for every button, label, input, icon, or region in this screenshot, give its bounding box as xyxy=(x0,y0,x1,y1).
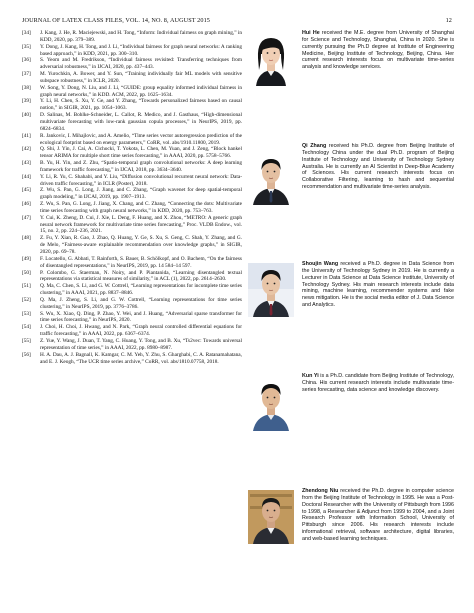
running-header xyxy=(22,17,452,27)
reference-item xyxy=(22,174,242,188)
author-photo xyxy=(248,32,294,86)
reference-item xyxy=(22,146,242,160)
reference-text: Y. Li, R. Yu, C. Shahabi, and Y. Liu, “Diffusion convolutional recurrent neural network: Data-driven traffic forecasting,” in ICLR (Poster), 2018. xyxy=(40,173,242,187)
reference-text: Z. Yue, Y. Wang, J. Duan, T. Yang, C. Huang, Y. Tong, and B. Xu, “Ts2vec: Towards universal representation of time series,” in AAAI, 2022, pp. 8980–8987. xyxy=(40,337,242,351)
reference-list xyxy=(22,30,242,365)
reference-item xyxy=(22,71,242,85)
reference-text: Y. Cui, K. Zheng, D. Cui, J. Xie, L. Deng, F. Huang, and X. Zhou, “METRO: A generic graph neural network framework for multivariate time series forecasting,” Proc. VLDB Endow., vol. 15, no. 2, pp. 224–236, 2021. xyxy=(40,214,242,235)
author-photo xyxy=(248,263,294,317)
biography-body: received his Ph.D. degree from Beijing Institute of Technology China under the dual Ph.D. program of Beijing Institute of Technology and University of Technology Sydney Australia. He is currently an AI Scientist in Deep-Blue Academy of Sciences. His current research interests focus on Collaborative Filtering, learning to hash and sequential recommendation and multivariate time-series analysis. xyxy=(302,143,455,191)
reference-text: B. Yu, H. Yin, and Z. Zhu, “Spatio-temporal graph convolutional networks: A deep learning framework for traffic forecasting,” in IJCAI, 2018, pp. 3634–3640. xyxy=(40,160,242,173)
reference-item xyxy=(22,311,242,325)
reference-number: [34] xyxy=(22,30,31,36)
reference-item xyxy=(22,283,242,297)
reference-item xyxy=(22,352,242,366)
reference-number: [51] xyxy=(22,283,31,290)
reference-text: F. Locatello, G. Abbati, T. Rainforth, S. Bauer, B. Schölkopf, and O. Bachem, “On the fairness of disentangled representations,” in NeurIPS, 2019, pp. 14 584–14 597. xyxy=(40,255,242,269)
reference-item xyxy=(22,338,242,352)
reference-text: H. A. Dau, A. J. Bagnall, K. Kamgar, C. M. Yeh, Y. Zhu, S. Gharghabi, C. A. Ratanamahatana, and E. J. Keogh, “The UCR time series archive,” CoRR, vol. abs/1810.07758, 2018. xyxy=(40,351,242,365)
author-name: Shoujin Wang xyxy=(302,261,339,267)
reference-number: [38] xyxy=(22,84,31,91)
reference-item xyxy=(22,324,242,338)
reference-number: [42] xyxy=(22,146,31,153)
author-name: Kun Yi xyxy=(302,373,319,379)
page-number: 12 xyxy=(445,17,452,24)
reference-number: [47] xyxy=(22,214,31,221)
author-photo xyxy=(248,377,294,431)
reference-item xyxy=(22,187,242,201)
reference-text: Y. Dong, J. Kang, H. Tong, and J. Li, “Individual fairness for graph neural networks: A ranking based approach,” in KDD, 2021, pp. 300–310. xyxy=(40,43,242,57)
reference-number: [45] xyxy=(22,187,31,194)
biography-body: is a Ph.D. candidate from Beijing Institute of Technology, China. His current research interests include multivariate time-series forecasting, data science and knowledge discovery. xyxy=(302,373,454,393)
portrait-qi-zhang xyxy=(248,151,294,205)
author-photo xyxy=(248,151,294,205)
reference-item xyxy=(22,235,242,256)
reference-number: [43] xyxy=(22,160,31,167)
portrait-hui-he xyxy=(248,32,294,86)
reference-number: [37] xyxy=(22,71,31,78)
reference-text: Z. Wu, S. Pan, G. Long, J. Jiang, and C. Zhang, “Graph wavenet for deep spatial-temporal graph modeling,” in IJCAI, 2019, pp. 1907–1913. xyxy=(40,187,242,201)
reference-text: W. Song, Y. Dong, N. Liu, and J. Li, “GUIDE: group equality informed individual fairness in graph neural networks,” in KDD. ACM, 2022, pp. 1625–1634. xyxy=(40,84,242,98)
reference-number: [35] xyxy=(22,43,31,50)
author-name: Hui He xyxy=(302,30,320,36)
portrait-kun-yi xyxy=(248,377,294,431)
reference-number: [56] xyxy=(22,351,31,358)
reference-item xyxy=(22,112,242,133)
author-name: Zhendong Niu xyxy=(302,488,339,494)
reference-text: M. Yurochkin, A. Bower, and Y. Sun, “Training individually fair ML models with sensitive subspace robustness,” in ICLR, 2020. xyxy=(40,71,242,84)
reference-text: Q. Shi, J. Yin, J. Cai, A. Cichocki, T. Yokota, L. Chen, M. Yuan, and J. Zeng, “Block hankel tensor ARIMA for multiple short time series forecasting,” in AAAI, 2020, pp. 5758–5766. xyxy=(40,146,242,160)
reference-number: [52] xyxy=(22,296,31,303)
journal-name: JOURNAL OF LATEX CLASS FILES, VOL. 14, NO. 8, AUGUST 2015 xyxy=(22,17,210,24)
reference-text: J. Kang, J. He, R. Maciejewski, and H. Tong, “Inform: Individual fairness on graph mining,” in KDD, 2020, pp. 379–389. xyxy=(40,30,242,43)
reference-item xyxy=(22,215,242,236)
reference-number: [39] xyxy=(22,98,31,105)
reference-number: [49] xyxy=(22,255,31,262)
reference-number: [48] xyxy=(22,235,31,242)
reference-number: [54] xyxy=(22,324,31,331)
reference-text: S. Yeom and M. Fredrikson, “Individual fairness revisited: Transferring techniques from adversarial robustness,” in IJCAI, 2020, pp. 437–443. xyxy=(40,57,242,71)
biography-body: received the M.E. degree from University of Shanghai for Science and Technology, Shanghai, China in 2020. She is currently pursuing the Ph.D degree at Institute of Engineering Medicine, Beijing Institute of Technology, Beijing, China. Her current research interests focus on multivariate time-series analysis and knowledge services. xyxy=(302,30,454,71)
reference-number: [36] xyxy=(22,57,31,64)
reference-text: P. Colombo, G. Staerman, N. Noiry, and P. Piantanida, “Learning disentangled textual representations via statistical measures of similarity,” in ACL (1), 2022, pp. 2614–2630. xyxy=(40,269,242,283)
reference-item xyxy=(22,30,242,44)
reference-item xyxy=(22,44,242,58)
reference-item xyxy=(22,201,242,215)
biography-text xyxy=(302,488,454,543)
reference-item xyxy=(22,297,242,311)
author-name: Qi Zhang xyxy=(302,143,327,149)
author-photo xyxy=(248,490,294,544)
reference-text: D. Salinas, M. Bohlke-Schneider, L. Callot, R. Medico, and J. Gasthaus, “High-dimensional multivariate forecasting with low-rank gaussian copula processes,” in NeurIPS, 2019, pp. 6824–6834. xyxy=(40,112,242,132)
reference-text: J. Choi, H. Choi, J. Hwang, and N. Park, “Graph neural controlled differential equations for traffic forecasting,” in AAAI, 2022, pp. 6367–6374. xyxy=(40,324,242,338)
reference-number: [44] xyxy=(22,173,31,180)
reference-number: [50] xyxy=(22,269,31,276)
reference-text: R. Jankovic, I. Mihajlovic, and A. Amelio, “Time series vector autoregression prediction of the ecological footprint based on energy parameters,” CoRR, vol. abs/1910.11800, 2019. xyxy=(40,132,242,146)
reference-text: S. Wu, X. Xiao, Q. Ding, P. Zhao, Y. Wei, and J. Huang, “Adversarial sparse transformer for time series forecasting,” in NeurIPS, 2020. xyxy=(40,310,242,324)
reference-text: Q. Ma, J. Zheng, S. Li, and G. W. Cottrell, “Learning representations for time series clustering,” in NeurIPS, 2019, pp. 3776–3786. xyxy=(40,296,242,310)
reference-item xyxy=(22,256,242,270)
biography-text xyxy=(302,143,454,191)
reference-text: Z. Wu, S. Pan, G. Long, J. Jiang, X. Chang, and C. Zhang, “Connecting the dots: Multivariate time series forecasting with graph neural networks,” in KDD, 2020, pp. 753–763. xyxy=(40,201,242,214)
reference-text: Z. Fu, Y. Xian, R. Gao, J. Zhao, Q. Huang, Y. Ge, S. Xu, S. Geng, C. Shah, Y. Zhang, and G. de Melo, “Fairness-aware explainable recommendation over knowledge graphs,” in SIGIR, 2020, pp. 69–78. xyxy=(40,235,242,255)
portrait-zhendong-niu xyxy=(248,490,294,544)
reference-number: [55] xyxy=(22,337,31,344)
reference-item xyxy=(22,133,242,147)
biography-text xyxy=(302,261,454,309)
reference-text: Y. Li, H. Chen, S. Xu, Y. Ge, and Y. Zhang, “Towards personalized fairness based on causal notion,” in SIGIR, 2021, pp. 1054–1063. xyxy=(40,98,242,112)
portrait-shoujin-wang xyxy=(248,263,294,317)
reference-number: [40] xyxy=(22,112,31,119)
biography-text xyxy=(302,373,454,394)
reference-text: Q. Ma, C. Chen, S. Li, and G. W. Cottrell, “Learning representations for incomplete time series clustering,” in AAAI, 2021, pp. 8837–8846. xyxy=(40,283,242,297)
reference-item xyxy=(22,98,242,112)
reference-item xyxy=(22,160,242,174)
reference-number: [41] xyxy=(22,132,31,139)
reference-item xyxy=(22,57,242,71)
reference-number: [53] xyxy=(22,310,31,317)
biography-body: received a Ph.D. degree in Data Science from the University of Technology Sydney in 2019. He is currently a Lecturer in Data Science at Data Science Institute, University of Technology Sydney. His main research interests include data mining, machine learning, recommender systems and fake news mitigation. He is the social media editor of J. Data Science and Analytics. xyxy=(302,261,455,309)
biography-text xyxy=(302,30,454,71)
biography-body: received the Ph.D. degree in computer science from the Beijing Institute of Technology in 1995. He was a Post-Doctoral Researcher with the University of Pittsburgh from 1996 to 1998, a Researcher & Adjunct from 1999 to 2004, and a Joint Research Professor with Information School, University of Pittsburgh since 2006. His research interests include informational retrieval, software architecture, digital libraries, and web-based learning techniques. xyxy=(302,488,454,542)
reference-number: [46] xyxy=(22,201,31,208)
reference-item xyxy=(22,270,242,284)
reference-item xyxy=(22,85,242,99)
